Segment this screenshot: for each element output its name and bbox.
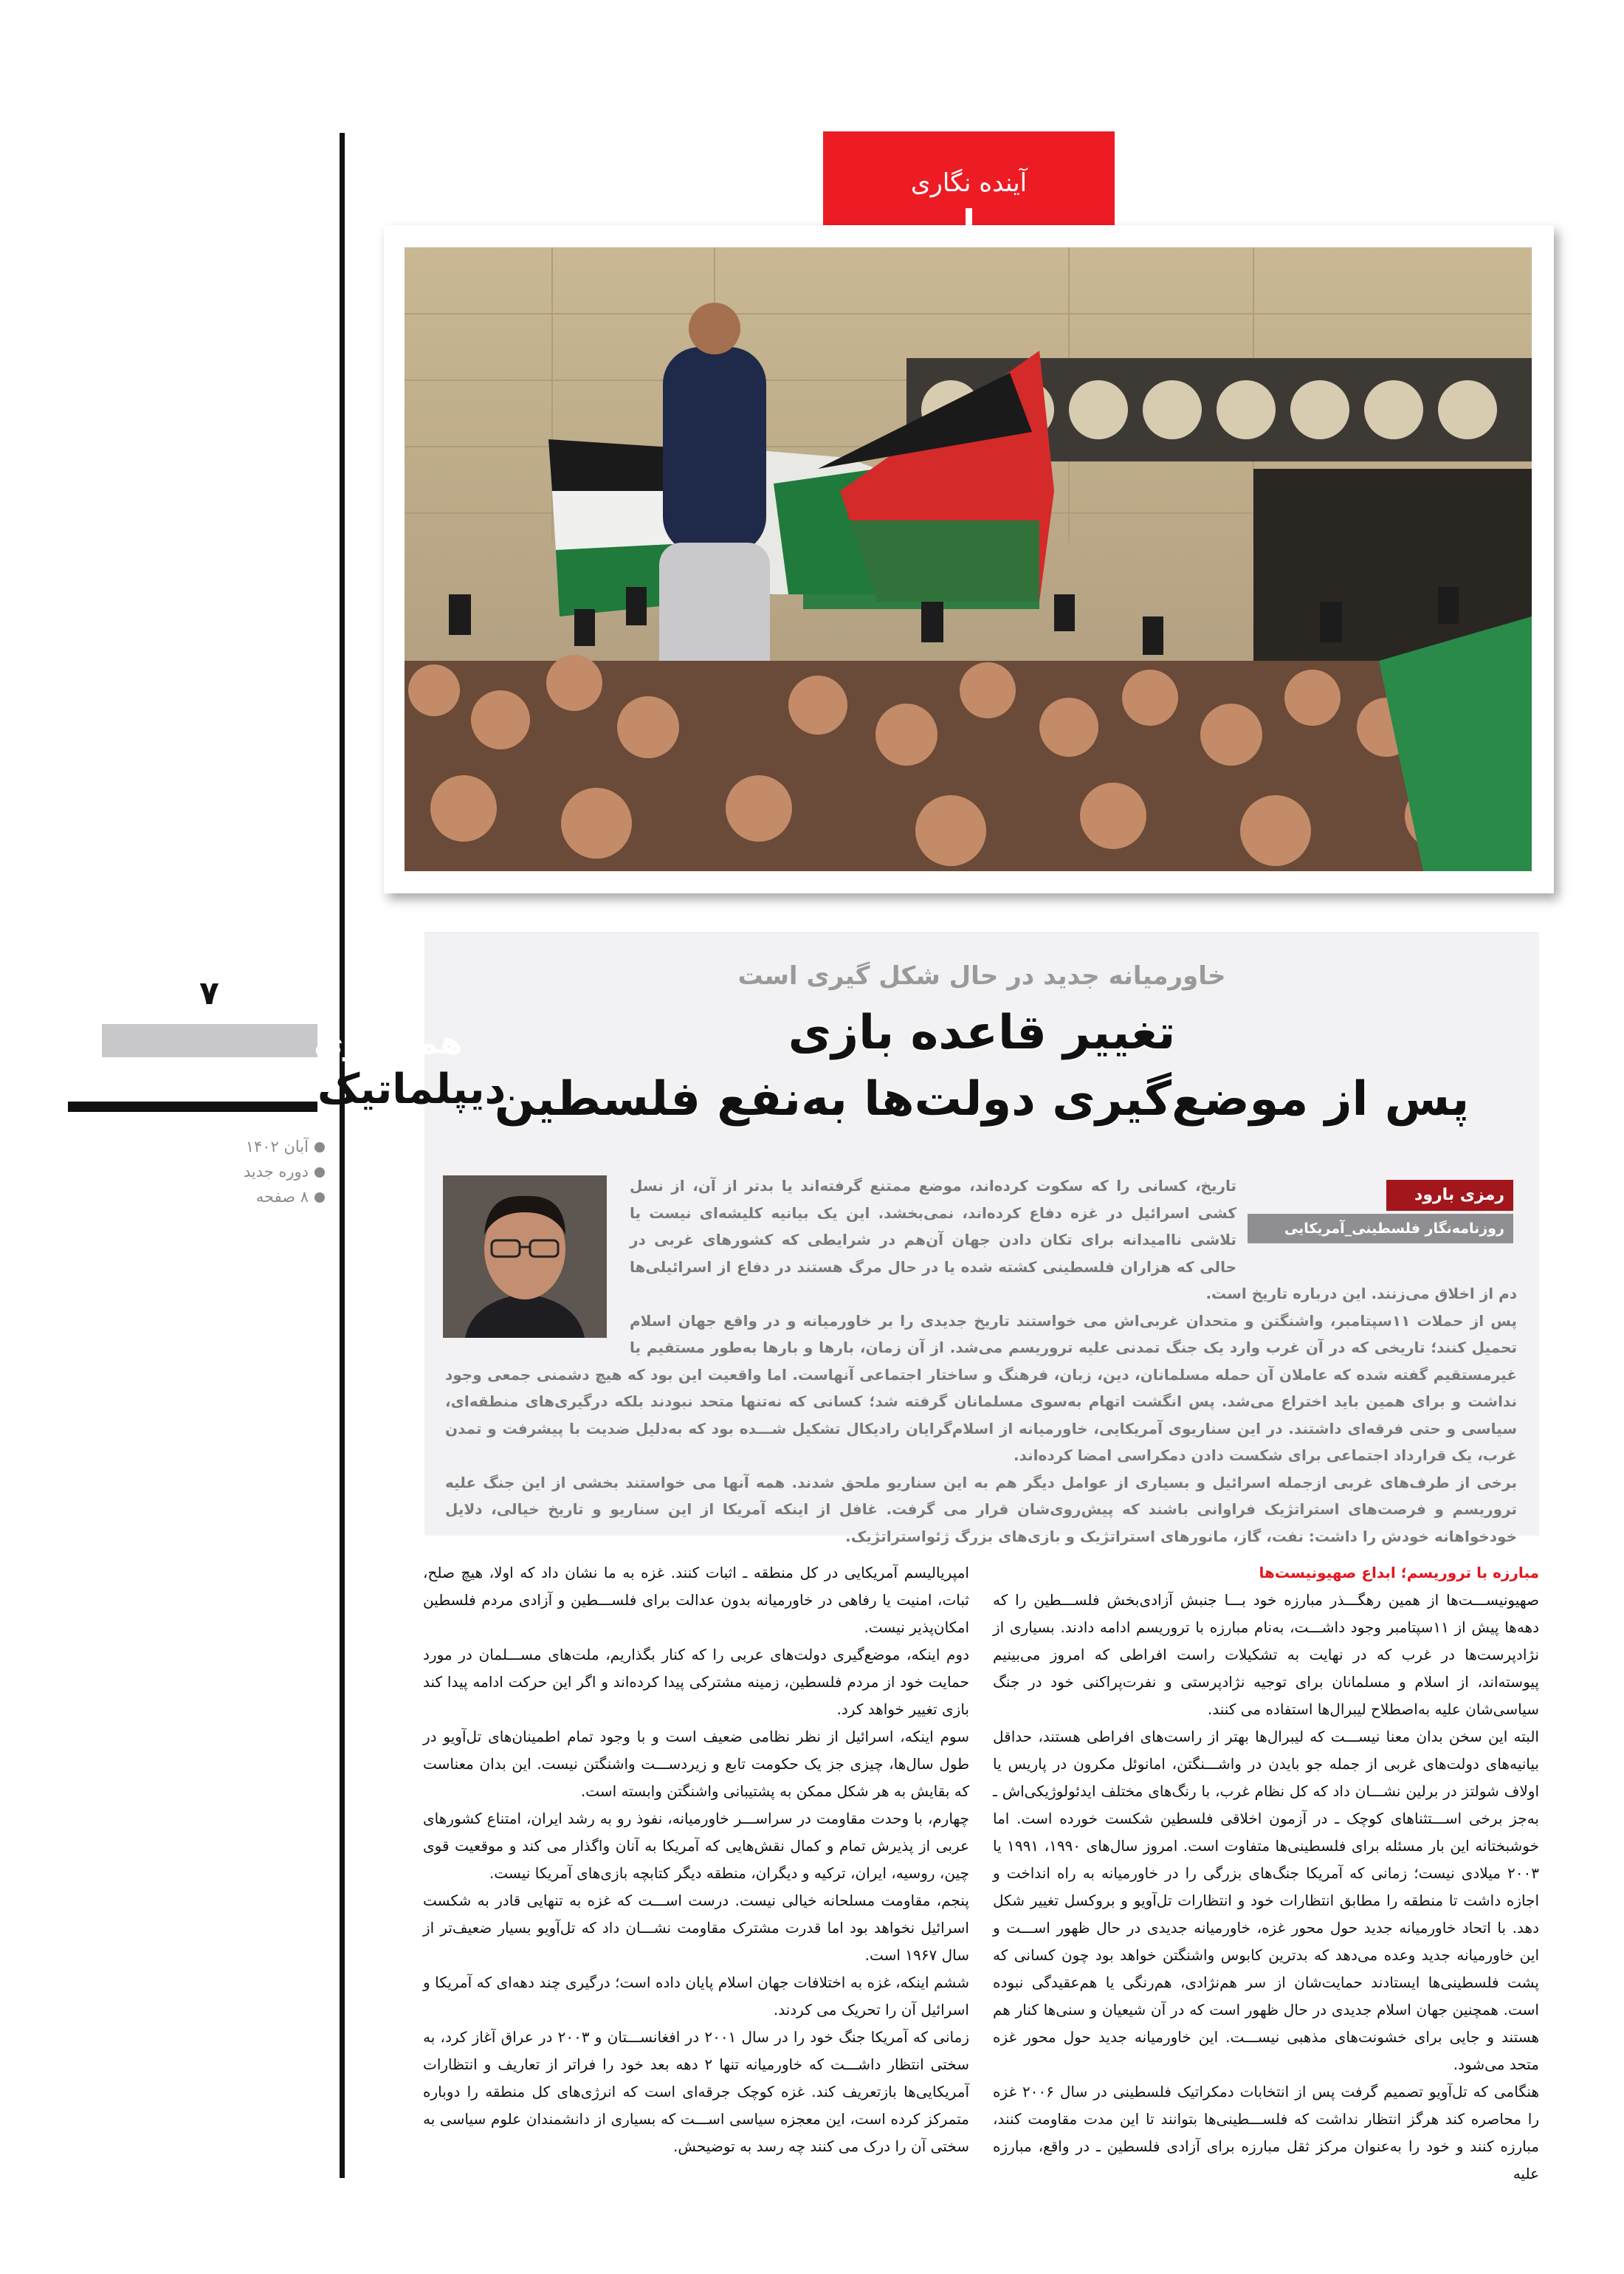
body-paragraph: صهیونیســـت‌ها از همین رهگـــذر مبارزه خود بـــا جنبش آزادی‌بخش فلســـطین را که دهه‌ها پیش از ۱۱سپتامبر وجود داشـــت، به‌نام مبارزه با تروریسم ادامه دادند. بسیاری از نژادپرست‌ها در غرب که در نهایت به تشکیلات راست افراطی که امروز می‌بینیم پیوسته‌اند، از اسلام و مسلمانان برای توجیه نژادپرستی و نفرت‌پراکنی خود در جنگ سیاسی‌شان علیه به‌اصطلاح لیبرال‌ها استفاده می کنند. xyxy=(993,1591,1540,1718)
hero-photo xyxy=(405,247,1532,871)
intro-paragraph: برخی از طرف‌های غربی ازجمله اسرائیل و بسیاری از عوامل دیگر هم به این سناریو ملحق شدند. همه آنها می خواستند بخشی از این جنگ علیه تروریسم و فرصت‌های استراتژیک فراوانی باشند که پیش‌روی‌شان قرار می گرفت. غافل از اینکه آمریکا از این سناریو و تاریخ خیالی، دلایل خودخواهانه خودش را داشت: نفت، گاز، مانورهای استراتژیک و بازی‌های بزرگ ژئواستراتژیک. xyxy=(445,1473,1517,1545)
author-role: روزنامه‌نگار فلسطینی_آمریکایی xyxy=(1248,1214,1513,1243)
page-divider-line xyxy=(340,133,345,2178)
issue-pages: ۸ صفحه xyxy=(185,1184,325,1209)
bullet-icon xyxy=(314,1142,325,1153)
magazine-logo xyxy=(66,1013,506,1116)
author-name: رمزی بارود xyxy=(1386,1180,1513,1211)
page-number: ۷ xyxy=(199,975,219,1012)
article-kicker: خاورمیانه جدید در حال شکل گیری است xyxy=(737,961,1226,991)
issue-date: آبان ۱۴۰۲ xyxy=(185,1134,325,1159)
intro-paragraph: تاریخ، کسانی را که سکوت کرده‌اند، موضع ممتنع گرفته‌اند یا بدتر از آن، از نسل کشی اسرائیل در غزه دفاع کرده‌اند، نمی‌بخشد. این یک بیانیه کلیشه‌ای نیست یا تلاشی ناامیدانه برای تکان دادن جهان آن‌هم در شرایطی که کشورهای غربی در حالی که هزاران فلسطینی کشته شده یا در حال مرگ هستند در دفاع از اسرائیلی‌ها دم از اخلاق می‌زنند. این درباره تاریخ است. xyxy=(630,1177,1517,1302)
issue-meta xyxy=(185,1134,325,1209)
section-subheading: مبارزه با تروریسم؛ ابداع صهیونیست‌ها xyxy=(1259,1564,1539,1581)
issue-series: دوره جدید xyxy=(185,1159,325,1184)
section-tab-label: آینده نگاری xyxy=(910,168,1028,198)
logo-bottom-text: دیپلماتیک xyxy=(317,1065,506,1113)
hero-photo-frame xyxy=(384,225,1554,893)
body-column-left xyxy=(423,1559,969,2165)
body-paragraph: چهارم، با وحدت مقاومت در سراســـر خاورمیانه، نفوذ رو به رشد ایران، امتناع کشورهای عربی از پذیرش تمام و کمال نقش‌هایی که آمریکا به آنان واگذار می کند و موقعیت قوی چین، روسیه، ایران، ترکیه و دیگران، منطقه دیگر کتابچه بازی‌های آمریکا نیست. xyxy=(423,1810,969,1882)
body-paragraph: امپریالیسم آمریکایی در کل منطقه ـ اثبات کنند. غزه به ما نشان داد که اولا، هیچ صلح، ثبات، امنیت یا رفاهی در خاورمیانه بدون عدالت برای فلســـطین و آزادی مردم فلسطین امکان‌پذیر نیست. xyxy=(423,1564,969,1636)
intro-paragraph: پس از حملات ۱۱سپتامبر، واشنگتن و متحدان غربی‌اش می خواستند تاریخ جدیدی را بر خاورمیانه و در واقع جهان اسلام تحمیل کنند؛ تاریخی که در آن غرب وارد یک جنگ تمدنی علیه تروریسم می‌شد. از آن زمان، بارها و بارها به‌طور مستقیم یا غیرمستقیم گفته شده که عاملان آن حمله مسلمانان، دین، زبان، فرهنگ و ساختار اجتماعی آنهاست. اما واقعیت این بود که هیچ دشمنی جمعی وجود نداشت و برای همین باید اختراع می‌شد. پس انگشت اتهام به‌سوی مسلمانان گرفته شد؛ کسانی که نه‌تنها متحد نبودند بلکه درگیری‌های منطقه‌ای، سیاسی و حتی فرقه‌ای داشتند. در این سناریوی آمریکایی، خاورمیانه از اسلام‌گرایان رادیکال تشکیل شـــده بود که به‌دلیل ضدیت با پیشرفت و تمدن غرب، یک قرارداد اجتماعی برای شکست دادن دمکراسی امضا کرده‌اند. xyxy=(445,1311,1518,1464)
bullet-icon xyxy=(314,1167,325,1178)
body-paragraph: زمانی که آمریکا جنگ خود را در سال ۲۰۰۱ در افغانســـتان و ۲۰۰۳ در عراق آغاز کرد، به سختی انتظار داشـــت که خاورمیانه تنها ۲ دهه بعد خود را فراتر از تعاریف و انتظارات آمریکایی‌ها بازتعریف کند. غزه کوچک جرقه‌ای است که انرژی‌های کل منطقه را دوباره متمرکز کرده است، این معجزه سیاسی اســـت که بسیاری از دانشمندان علوم سیاسی به سختی آن را درک می کنند چه رسد به توضیحش. xyxy=(423,2028,969,2155)
body-column-right xyxy=(993,1559,1540,2182)
article-header-box xyxy=(424,932,1539,1545)
body-paragraph: ششم اینکه، غزه به اختلافات جهان اسلام پایان داده است؛ درگیری چند دهه‌ای که آمریکا و اسرائیل آن را تحریک می کردند. xyxy=(423,1974,969,2019)
logo-top-text: همشهری xyxy=(314,1024,463,1062)
bullet-icon xyxy=(314,1192,325,1203)
body-paragraph: البته این سخن بدان معنا نیســـت که لیبرال‌ها بهتر از راست‌های افراطی هستند، حداقل بیانیه‌های دولت‌های غربی از جمله جو بایدن در واشـــنگتن، امانوئل مکرون در پاریس یا اولاف شولتز در برلین نشـــان داد که کل نظام غرب، با رنگ‌های مختلف ایدئولوژیکی‌اش ـ به‌جز برخی اســـتثناهای کوچک ـ در آزمون اخلاقی فلسطین شکست خورده است. اما خوشبختانه این بار مسئله برای فلسطینی‌ها متفاوت است. امروز سال‌های ۱۹۹۰، ۱۹۹۱ یا ۲۰۰۳ میلادی نیست؛ زمانی که آمریکا جنگ‌های بزرگی را در خاورمیانه به راه انداخت و اجازه داشت تا منطقه را مطابق انتظارات خود و انتظارات تل‌آویو و بروکسل تغییر شکل دهد. با اتحاد خاورمیانه جدید حول محور غزه، خاورمیانه جدیدی در حال ظهور اســـت و این خاورمیانه جدید وعده می‌دهد که بدترین کابوس واشنگتن خواهد بود چون کسانی که پشت فلسطینی‌ها ایستادند حمایت‌شان از سر هم‌نژادی، هم‌رنگی یا هم‌عقیدگی نبوده است. همچنین جهان اسلام جدیدی در حال ظهور است که در آن شیعیان و سنی‌ها کنار هم هستند و جایی برای خشونت‌های مذهبی نیســـت. این خاورمیانه جدید حول محور غزه متحد می‌شود. xyxy=(993,1728,1540,2073)
protest-flag-photo xyxy=(405,247,1532,871)
article-title-line2: پس از موضع‌گیری دولت‌ها به‌نفع فلسطین xyxy=(494,1072,1470,1127)
body-paragraph: پنجم، مقاومت مسلحانه خیالی نیست. درست اســـت که غزه به تنهایی قادر به شکست اسرائیل نخواهد بود اما قدرت مشترک مقاومت نشـــان داد که تل‌آویو بسیار ضعیف‌تر از سال ۱۹۶۷ است. xyxy=(423,1892,969,1964)
author-photo xyxy=(443,1175,607,1338)
body-paragraph: هنگامی که تل‌آویو تصمیم گرفت پس از انتخابات دمکراتیک فلسطینی در سال ۲۰۰۶ غزه را محاصره کند هرگز انتظار نداشت که فلســـطینی‌ها بتوانند تا این مدت مقاومت کنند، مبارزه کنند و خود را به‌عنوان مرکز ثقل مبارزه برای آزادی فلسطین ـ در واقع، مبارزه علیه xyxy=(993,2083,1539,2182)
article-title-line1: تغییر قاعده بازی xyxy=(788,1006,1176,1060)
body-paragraph: سوم اینکه، اسرائیل از نظر نظامی ضعیف است و با وجود تمام اطمینان‌های تل‌آویو در طول سال‌ها، چیزی جز یک حکومت تابع و زیردســـت واشنگتن نیست. این بدان معناست که بقایش به هر شکل ممکن به پشتیبانی واشنگتن وابسته است. xyxy=(423,1728,969,1800)
body-paragraph: دوم اینکه، موضع‌گیری دولت‌های عربی را که کنار بگذاریم، ملت‌های مســـلمان در مورد حمایت خود از مردم فلسطین، زمینه مشترکی پیدا کرده‌اند و اگر این حرکت ادامه پیدا کند بازی تغییر خواهد کرد. xyxy=(423,1646,969,1718)
